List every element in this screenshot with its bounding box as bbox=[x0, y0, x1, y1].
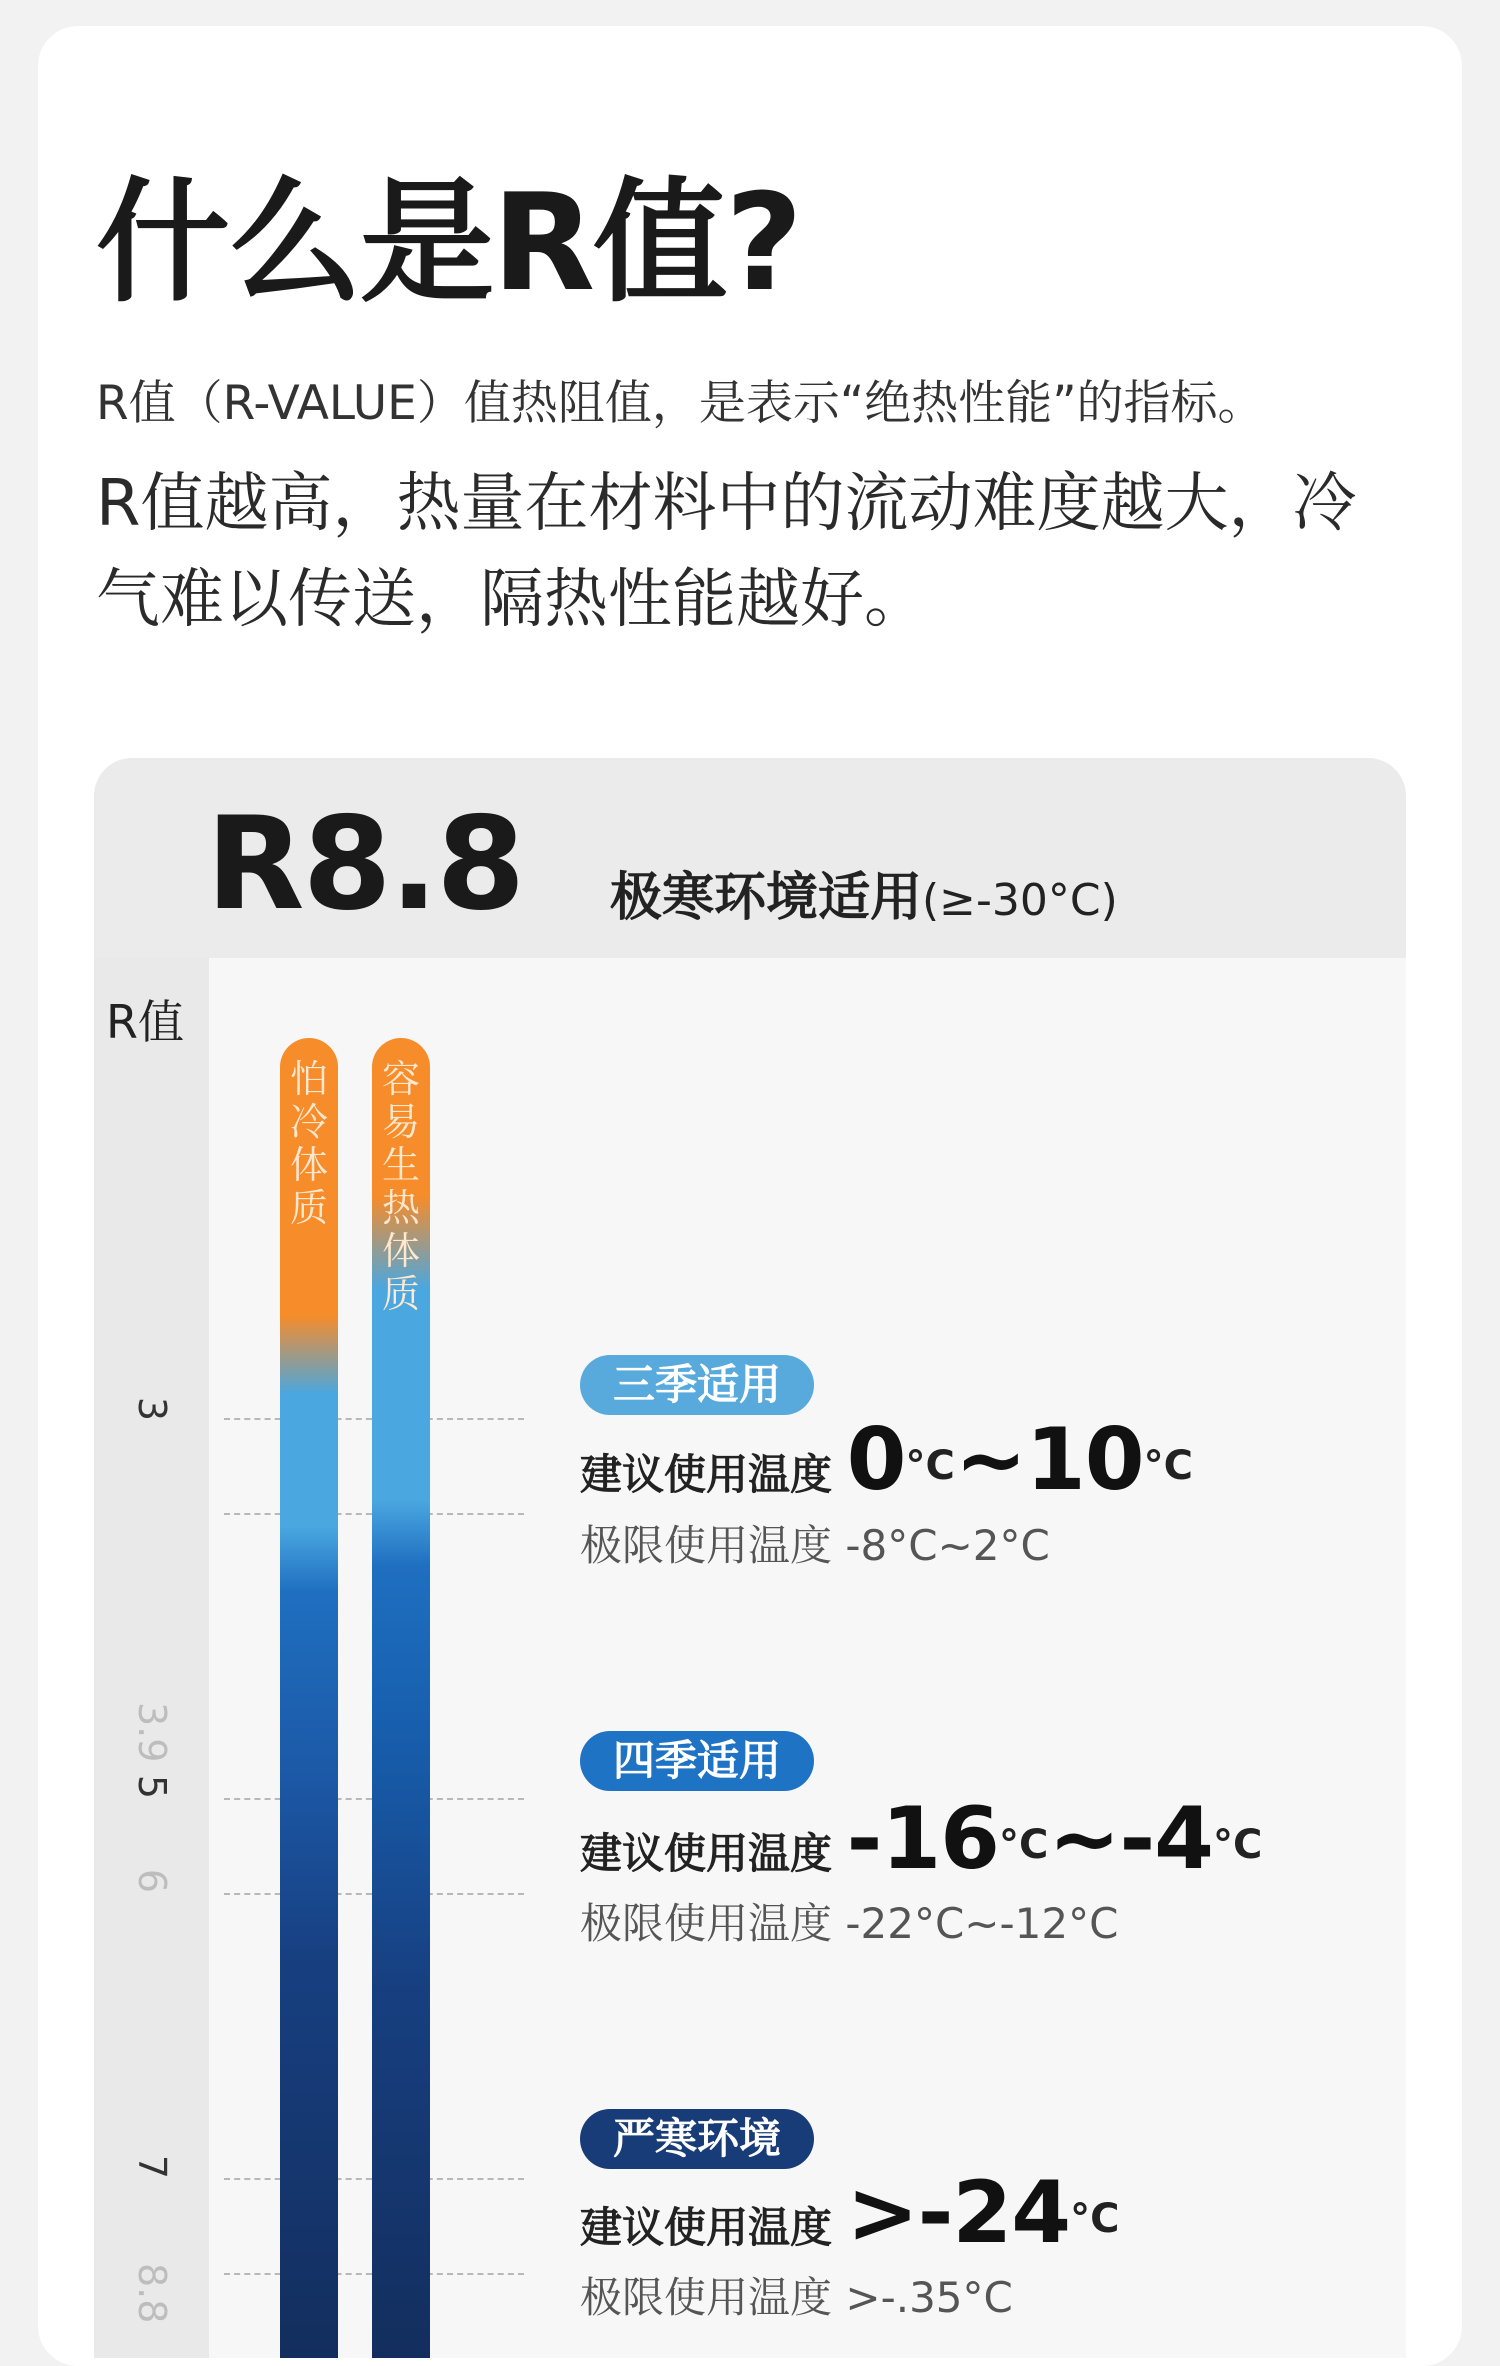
tier-badge-three-season: 三季适用 bbox=[580, 1355, 814, 1415]
use-environment-range: (≥-30°C) bbox=[922, 875, 1118, 926]
unit: °C bbox=[999, 1822, 1049, 1868]
page-title: 什么是R值? bbox=[96, 165, 801, 321]
cold-body-bar bbox=[280, 1038, 338, 2358]
temp-separator: ~ bbox=[1048, 1789, 1120, 1889]
recommended-label: 建议使用温度 bbox=[580, 1829, 833, 1878]
use-environment-title: 极寒环境适用 bbox=[610, 868, 923, 928]
tier-badge-four-season: 四季适用 bbox=[580, 1731, 814, 1791]
panel-header bbox=[94, 758, 1406, 958]
unit: °C bbox=[1070, 2196, 1120, 2242]
tier-1-recommended bbox=[580, 1410, 1193, 1510]
limit-label: 极限使用温度 bbox=[580, 1899, 833, 1948]
limit-range: -22°C~-12°C bbox=[845, 1899, 1119, 1948]
tier-2-recommended bbox=[580, 1789, 1263, 1889]
temp-low: 0 bbox=[846, 1410, 906, 1510]
axis-tick-6: 6 bbox=[130, 1868, 174, 1894]
temp-high: 10 bbox=[1025, 1410, 1144, 1510]
unit: °C bbox=[1212, 1822, 1263, 1868]
cold-body-label: 怕 冷 体 质 bbox=[289, 1057, 328, 1230]
tier-3-limit bbox=[580, 2270, 1013, 2326]
axis-tick-7: 7 bbox=[130, 2154, 174, 2180]
axis-tick-8-8: 8.8 bbox=[130, 2263, 174, 2324]
unit: °C bbox=[905, 1443, 955, 1489]
axis-title: R值 bbox=[106, 995, 184, 1049]
recommended-label: 建议使用温度 bbox=[580, 2203, 833, 2252]
hot-body-label: 容 易 生 热 体 质 bbox=[381, 1057, 420, 1316]
limit-label: 极限使用温度 bbox=[580, 2273, 833, 2322]
temp-low: -16 bbox=[846, 1789, 1000, 1889]
limit-range: -8°C~2°C bbox=[845, 1521, 1050, 1570]
limit-label: 极限使用温度 bbox=[580, 1521, 833, 1570]
axis-tick-3: 3 bbox=[130, 1396, 174, 1422]
r-value-panel bbox=[94, 758, 1406, 2358]
tier-2-limit bbox=[580, 1896, 1118, 1952]
limit-range: >-.35°C bbox=[845, 2273, 1013, 2322]
axis-tick-3-9: 3.9 bbox=[130, 1702, 174, 1763]
axis-tick-5: 5 bbox=[130, 1774, 174, 1800]
description-line-2: R值越高，热量在材料中的流动难度越大，冷气难以传送，隔热性能越好。 bbox=[96, 467, 1357, 637]
temp-low: >-24 bbox=[846, 2163, 1071, 2263]
use-environment-label bbox=[610, 868, 1118, 931]
temp-separator: ~ bbox=[954, 1410, 1026, 1510]
tier-3-recommended bbox=[580, 2163, 1120, 2263]
description-line-1: R值（R-VALUE）值热阻值，是表示“绝热性能”的指标。 bbox=[96, 376, 1265, 431]
unit: °C bbox=[1143, 1443, 1193, 1489]
recommended-label: 建议使用温度 bbox=[580, 1450, 833, 1499]
tier-badge-extreme-cold: 严寒环境 bbox=[580, 2109, 814, 2169]
temp-high: -4 bbox=[1119, 1789, 1213, 1889]
r-value-heading: R8.8 bbox=[206, 790, 524, 939]
tier-1-limit bbox=[580, 1518, 1050, 1574]
